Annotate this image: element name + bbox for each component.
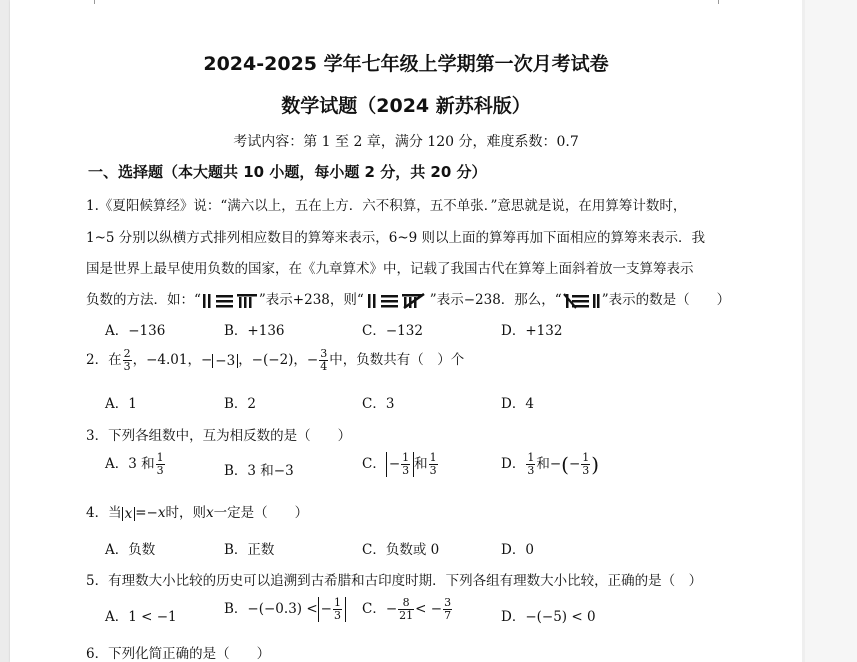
q4-stem: [86, 501, 308, 521]
q1-line3: 国是世界上最早使用负数的国家，在《九章算术》中，记载了我国古代在算筹上面斜着放一支算筹表示: [86, 261, 694, 277]
q4-abs: [122, 507, 136, 521]
counting-rods-238-icon: [201, 293, 259, 309]
exam-info: 考试内容：第 1 至 2 章，满分 120 分，难度系数：0.7: [233, 134, 579, 150]
q1-option-d[interactable]: D．+132: [501, 323, 563, 339]
q5-c-den: 21: [399, 609, 414, 622]
q3-c-text: C．: [362, 456, 386, 472]
q3-d-num2: 1: [582, 451, 590, 464]
q3-c-mid: 和: [414, 456, 428, 472]
q5-c-mid: < −: [415, 601, 443, 617]
q2-frac-1: [123, 348, 132, 373]
right-panel-inner: [805, 0, 857, 662]
q2-stem: [86, 348, 464, 373]
q4-text-c: 时，则: [165, 505, 206, 521]
q2-abs: −3: [212, 354, 238, 368]
q3-d-mid: 和−: [536, 456, 562, 472]
q3-d-num: 1: [527, 451, 535, 464]
q4-var-x: x: [124, 505, 133, 522]
q4-option-b[interactable]: B．正数: [224, 542, 275, 558]
q3-a-den: 3: [156, 464, 164, 477]
q5-b-abs: [318, 597, 346, 622]
q2-option-b[interactable]: B．2: [224, 396, 257, 412]
q2-frac-2-den: 4: [320, 360, 328, 373]
q2-text-a: 2．在: [86, 352, 122, 368]
exam-subtitle: 数学试题（2024 新苏科版）: [281, 95, 531, 117]
q2-frac-1-den: 3: [123, 360, 131, 373]
q2-option-c[interactable]: C．3: [362, 396, 395, 412]
q3-a-num: 1: [156, 451, 164, 464]
q2-option-d[interactable]: D．4: [501, 396, 534, 412]
q3-d-text: D．: [501, 456, 526, 472]
q1-line4: [86, 288, 730, 309]
q5-c-num2: 3: [444, 596, 452, 609]
q4-text-d: 一定是（ ）: [213, 505, 309, 521]
q3-option-a[interactable]: [105, 452, 166, 477]
q5-option-d[interactable]: D．−(−5) < 0: [501, 609, 596, 625]
q1-option-a[interactable]: A．−136: [105, 323, 166, 339]
right-panel: [802, 0, 857, 662]
q2-frac-2-num: 3: [320, 347, 328, 360]
q5-c-text: C．−: [362, 601, 398, 617]
q1-option-b[interactable]: B．+136: [224, 323, 285, 339]
q4-var-x2: x: [157, 505, 166, 521]
q3-c-frac2: [429, 452, 438, 477]
q1-text-d: ”表示的数是（ ）: [601, 292, 731, 308]
q2-text-d: ，−(−2)，−: [238, 352, 319, 368]
q1-option-c[interactable]: C．−132: [362, 323, 423, 339]
q5-b-text: B．−(−0.3) <: [224, 601, 318, 617]
q1-text-b: ”表示+238，则“: [258, 292, 364, 308]
q4-var-x3: x: [205, 505, 214, 521]
q6-stem: 6．下列化简正确的是（ ）: [86, 646, 271, 662]
counting-rods-question-icon: [562, 293, 602, 309]
document-page: [10, 0, 802, 662]
q3-option-d[interactable]: [501, 452, 599, 477]
q3-d-rparen: ): [591, 452, 600, 477]
q3-option-c[interactable]: [362, 452, 439, 477]
q5-option-a[interactable]: A．1 < −1: [105, 609, 177, 625]
q5-b-den: 3: [333, 609, 341, 622]
q1-text-a: 负数的方法．如：“: [86, 292, 201, 308]
q5-c-den2: 7: [444, 609, 452, 622]
counting-rods-neg238-icon: [364, 293, 430, 309]
q1-text-c: ”表示−238．那么，“: [429, 292, 562, 308]
q2-text-b: ，−4.01，−: [132, 352, 213, 368]
q3-c-den: 3: [402, 464, 410, 477]
q5-b-frac: [333, 597, 342, 622]
q3-c-abs: [386, 452, 414, 477]
q5-b-num: 1: [333, 596, 341, 609]
q2-frac-2: [319, 348, 328, 373]
q5-stem: 5．有理数大小比较的历史可以追溯到古希腊和古印度时期．下列各组有理数大小比较，正确的是（ ）: [86, 573, 703, 589]
q5-c-frac: [398, 597, 414, 622]
q5-b-sign: −: [320, 601, 332, 617]
q5-c-num: 8: [398, 597, 414, 610]
q3-d-lparen: (: [561, 452, 569, 477]
q4-option-a[interactable]: A．负数: [105, 542, 156, 558]
q4-text-a: 4．当: [86, 505, 122, 521]
q2-frac-1-num: 2: [123, 347, 131, 360]
q1-line1: 1.《夏阳候算经》说：“满六以上，五在上方．六不积算，五不单张．”意思就是说，在用算筹计数时，: [86, 198, 687, 214]
q3-d-sign: −: [568, 456, 581, 472]
q3-option-b[interactable]: B．3 和−3: [224, 463, 294, 479]
q3-c-sign: −: [388, 456, 401, 472]
q3-c-num2: 1: [429, 451, 437, 464]
q5-c-frac2: [443, 597, 452, 622]
q5-option-c[interactable]: [362, 597, 453, 622]
q3-c-frac: [401, 452, 410, 477]
q2-option-a[interactable]: A．1: [105, 396, 137, 412]
q3-d-frac: [526, 452, 535, 477]
q3-c-den2: 3: [429, 464, 437, 477]
q3-d-den: 3: [527, 464, 535, 477]
q5-option-b[interactable]: [224, 597, 346, 622]
q4-option-c[interactable]: C．负数或 0: [362, 542, 440, 558]
q3-d-den2: 3: [582, 464, 590, 477]
q3-a-text: A．3 和: [105, 456, 155, 472]
q3-c-num: 1: [402, 451, 410, 464]
q1-line2: 1~5 分别以纵横方式排列相应数目的算筹来表示，6~9 则以上面的算筹再加下面相应的算筹来表示．我: [86, 230, 706, 246]
q2-text-e: 中，负数共有（ ）个: [329, 352, 465, 368]
q3-a-frac: [156, 452, 165, 477]
page-top-marks: [10, 0, 802, 4]
section-heading: 一、选择题（本大题共 10 小题，每小题 2 分，共 20 分）: [88, 163, 487, 181]
q4-option-d[interactable]: D．0: [501, 542, 534, 558]
q4-text-b: =−: [135, 505, 158, 521]
q3-stem: 3．下列各组数中，互为相反数的是（ ）: [86, 428, 352, 444]
exam-title: 2024-2025 学年七年级上学期第一次月考试卷: [203, 53, 609, 75]
q3-d-frac2: [581, 452, 590, 477]
left-margin: [0, 0, 10, 662]
